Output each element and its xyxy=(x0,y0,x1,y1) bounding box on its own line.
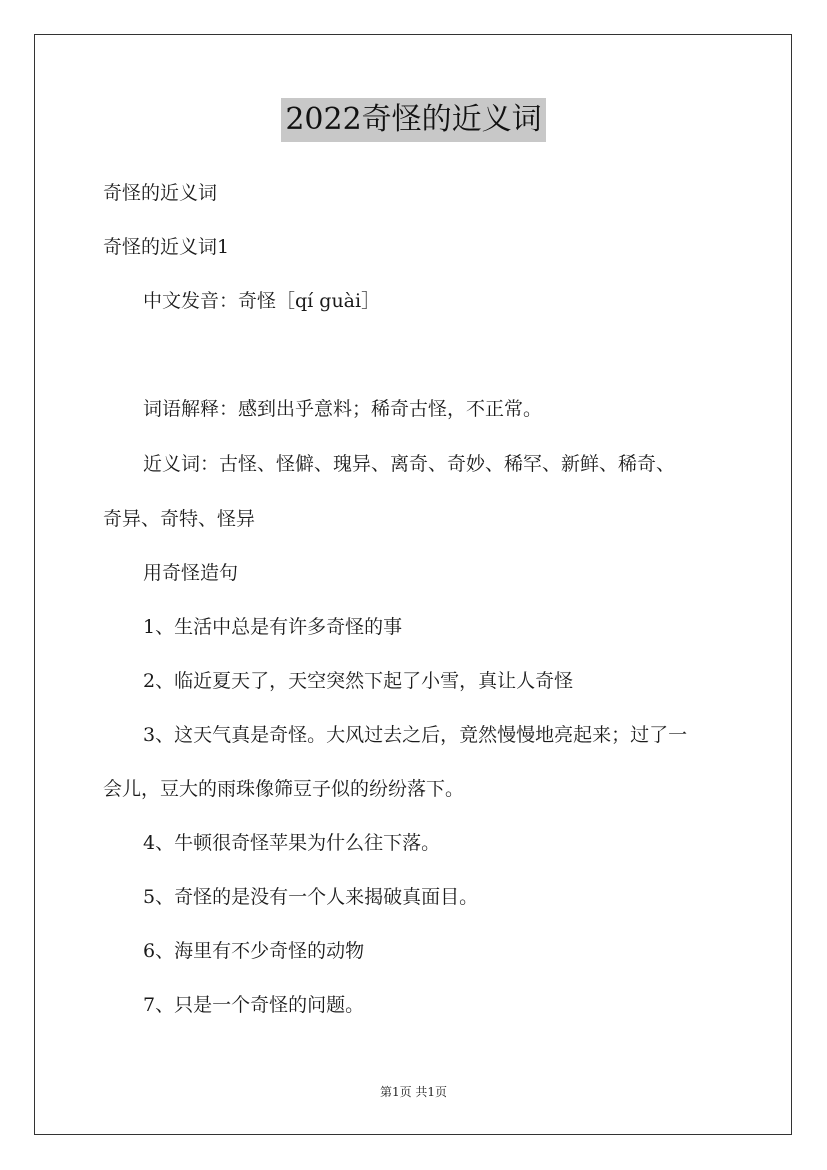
sentence-7: 7、只是一个奇怪的问题。 xyxy=(143,994,365,1016)
pronunciation: 中文发音：奇怪［qí guài］ xyxy=(143,290,381,312)
sentence-1: 1、生活中总是有许多奇怪的事 xyxy=(143,616,403,638)
title-container xyxy=(0,98,827,142)
subheading: 奇怪的近义词1 xyxy=(103,236,230,258)
sentences-heading: 用奇怪造句 xyxy=(143,562,239,584)
page-footer: 第1页 共1页 xyxy=(379,1085,448,1099)
sentence-3-line-2: 会儿，豆大的雨珠像筛豆子似的纷纷落下。 xyxy=(103,778,465,800)
sentence-2: 2、临近夏天了，天空突然下起了小雪，真让人奇怪 xyxy=(143,670,574,692)
synonyms-line-1: 近义词：古怪、怪僻、瑰异、离奇、奇妙、稀罕、新鲜、稀奇、 xyxy=(143,453,676,475)
sentence-4: 4、牛顿很奇怪苹果为什么往下落。 xyxy=(143,832,441,854)
sentence-3-line-1: 3、这天气真是奇怪。大风过去之后，竟然慢慢地亮起来；过了一 xyxy=(143,724,688,746)
synonyms-line-2: 奇异、奇特、怪异 xyxy=(103,508,256,530)
sentence-6: 6、海里有不少奇怪的动物 xyxy=(143,940,365,962)
sentence-5: 5、奇怪的是没有一个人来揭破真面目。 xyxy=(143,886,479,908)
definition: 词语解释：感到出乎意料；稀奇古怪，不正常。 xyxy=(143,398,543,420)
heading: 奇怪的近义词 xyxy=(103,182,218,204)
document-title: 2022奇怪的近义词 xyxy=(281,98,545,142)
